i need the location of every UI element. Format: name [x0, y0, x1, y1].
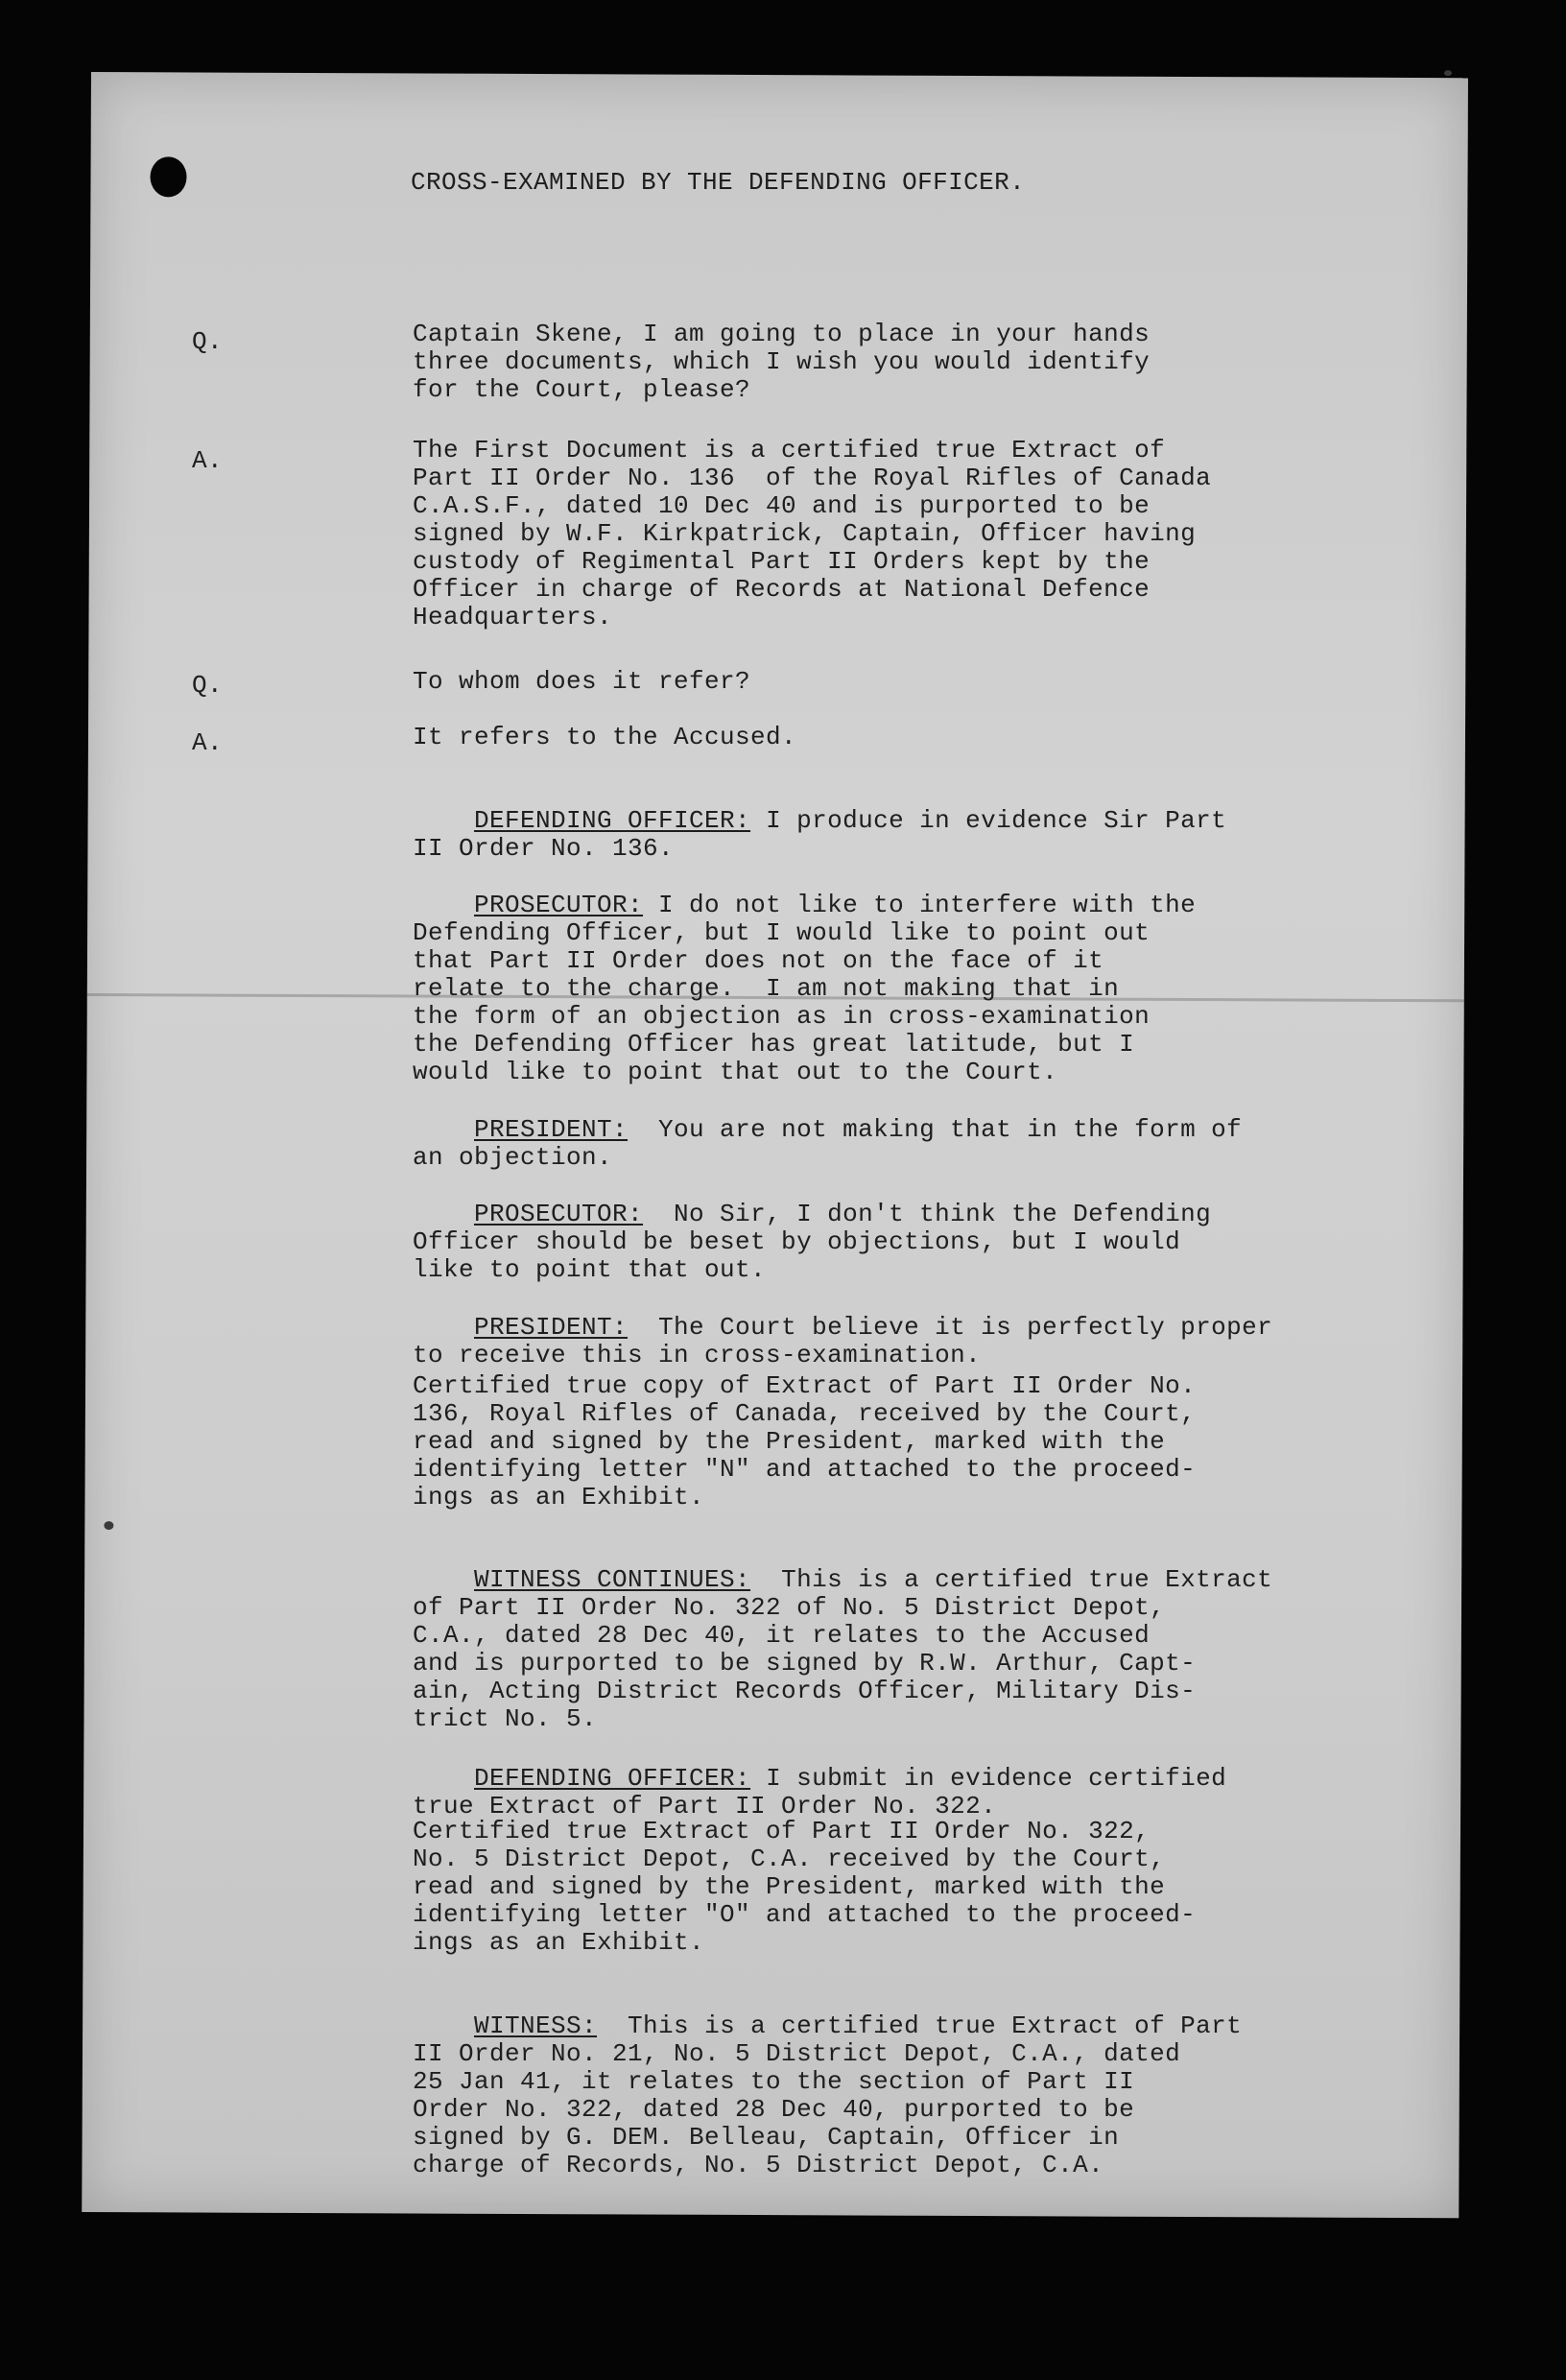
speaker-label: DEFENDING OFFICER: [474, 1764, 751, 1793]
speaker-label: PROSECUTOR: [474, 1200, 644, 1228]
statement-text: I do not like to interfere with the Defending Officer, but I would like to point out that Part II Order does not on the face of it relate to the charge. I am not making that in the form of an objection as in cross-examination the Defending Officer has great latitude, but I would like to point that out to the Court. [413, 891, 1197, 1086]
speaker-label: DEFENDING OFFICER: [474, 806, 751, 835]
statement-text: You are not making that in the form of an objection. [413, 1115, 1243, 1172]
question-paragraph: To whom does it refer? [413, 667, 751, 696]
answer-paragraph: It refers to the Accused. [413, 723, 797, 751]
answer-marker: A. [192, 728, 224, 757]
question-paragraph: Captain Skene, I am going to place in your hands three documents, which I wish you would identify for the Court, please? [413, 320, 1151, 404]
statement-text: I submit in evidence certified true Extract of Part II Order No. 322. [413, 1764, 1227, 1821]
section-heading: CROSS-EXAMINED BY THE DEFENDING OFFICER. [411, 168, 1026, 197]
question-marker: Q. [192, 671, 224, 700]
paper-speck [1444, 70, 1452, 76]
exhibit-note: Certified true copy of Extract of Part II Order No. 136, Royal Rifles of Canada, received by the Court, read and signed by the President, marked with the identifying letter "N" and attached to the proceed- ings as an Exhibit. [413, 1371, 1197, 1511]
answer-paragraph: The First Document is a certified true Extract of Part II Order No. 136 of the Royal Rifles of Canada C.A.S.F., dated 10 Dec 40 and is purported to be signed by W.F. Kirkpatrick, Captain, Officer having custody of Regimental Part II Orders kept by the Officer in charge of Records at National Defence Headquarters. [413, 436, 1212, 631]
speaker-label: WITNESS CONTINUES: [474, 1565, 751, 1594]
statement-text: This is a certified true Extract of Part II Order No. 21, No. 5 District Depot, C.A., dated 25 Jan 41, it relates to the section of Part II Order No. 322, dated 28 Dec 40, purported to be signed by G. DEM. Belleau, Captain, Officer in charge of Records, No. 5 District Depot, C.A. [413, 2011, 1243, 2179]
speaker-label: PRESIDENT: [474, 1115, 629, 1144]
statement-text: I produce in evidence Sir Part II Order No. 136. [413, 806, 1227, 863]
exhibit-note: Certified true Extract of Part II Order No. 322, No. 5 District Depot, C.A. received by the Court, read and signed by the President, marked with the identifying letter "O" and attached to the proceed- ings as an Exhibit. [413, 1817, 1197, 1957]
paper-speck [104, 1521, 113, 1530]
statement-text: No Sir, I don't think the Defending Officer should be beset by objections, but I would like to point that out. [413, 1200, 1212, 1284]
witness-statement [413, 1985, 1334, 2207]
answer-marker: A. [192, 446, 224, 475]
speaker-label: WITNESS: [474, 2011, 598, 2040]
statement-text: The Court believe it is perfectly proper to receive this in cross-examination. [413, 1313, 1273, 1369]
statement-text: This is a certified true Extract of Part II Order No. 322 of No. 5 District Depot, C.A., dated 28 Dec 40, it relates to the Accused and is purported to be signed by R.W. Arthur, Capt- ain, Acting District Records Officer, Military Dis- trict No. 5. [413, 1565, 1273, 1733]
punch-hole [150, 156, 186, 197]
question-marker: Q. [192, 327, 224, 356]
speaker-label: PRESIDENT: [474, 1313, 629, 1342]
witness-statement [413, 1538, 1334, 1761]
prosecutor-statement [413, 864, 1334, 1114]
speaker-label: PROSECUTOR: [474, 891, 644, 919]
